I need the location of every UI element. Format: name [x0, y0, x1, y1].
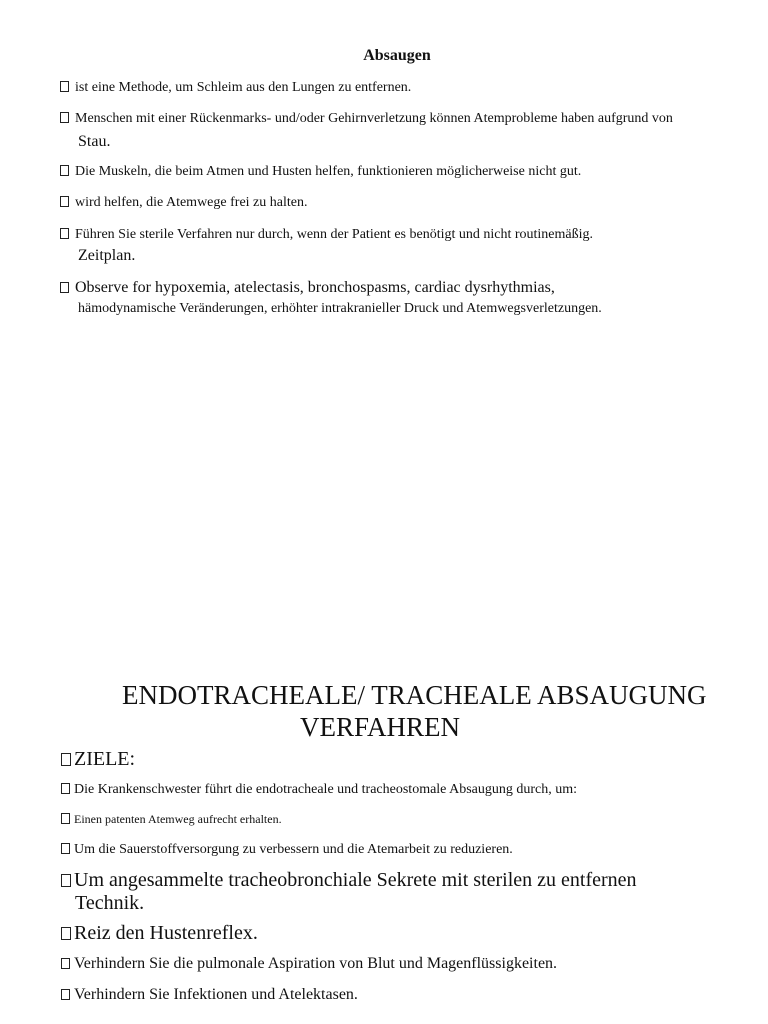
bullet-item: ist eine Methode, um Schleim aus den Lungen zu entfernen.	[60, 80, 411, 96]
bullet-item: Reiz den Hustenreflex.	[61, 922, 258, 945]
checkbox-icon	[61, 874, 71, 887]
checkbox-icon	[61, 783, 70, 794]
bullet-item: Führen Sie sterile Verfahren nur durch, wenn der Patient es benötigt und nicht routinemäßig.	[60, 227, 593, 243]
bullet-item: Die Muskeln, die beim Atmen und Husten helfen, funktionieren möglicherweise nicht gut.	[60, 164, 581, 180]
goals-heading: ZIELE:	[61, 748, 135, 771]
bullet-item: Verhindern Sie Infektionen und Atelektasen.	[61, 986, 358, 1004]
checkbox-icon	[61, 843, 70, 854]
bullet-item: Menschen mit einer Rückenmarks- und/oder Gehirnverletzung können Atemprobleme haben aufgrund von	[60, 111, 673, 127]
bullet-continuation: Technik.	[75, 892, 145, 914]
bullet-continuation: hämodynamische Veränderungen, erhöhter intrakranieller Druck und Atemwegsverletzungen.	[78, 301, 602, 316]
bullet-continuation: Zeitplan.	[78, 247, 136, 264]
slide-heading-line-1: ENDOTRACHEALE/ TRACHEALE ABSAUGUNG	[122, 680, 707, 710]
checkbox-icon	[60, 228, 69, 239]
checkbox-icon	[61, 813, 70, 824]
bullet-item: Einen patenten Atemweg aufrecht erhalten.	[61, 812, 282, 827]
bullet-item: Um angesammelte tracheobronchiale Sekrete mit sterilen zu entfernen	[61, 869, 637, 892]
checkbox-icon	[60, 81, 69, 92]
checkbox-icon	[61, 989, 70, 1000]
bullet-item: wird helfen, die Atemwege frei zu halten.	[60, 195, 307, 211]
bullet-continuation: Stau.	[78, 133, 111, 150]
bullet-item: Observe for hypoxemia, atelectasis, bronchospasms, cardiac dysrhythmias,	[60, 279, 555, 297]
checkbox-icon	[61, 927, 71, 940]
bullet-item: Die Krankenschwester führt die endotracheale und tracheostomale Absaugung durch, um:	[61, 782, 577, 798]
checkbox-icon	[61, 753, 71, 766]
checkbox-icon	[60, 165, 69, 176]
checkbox-icon	[60, 196, 69, 207]
checkbox-icon	[61, 958, 70, 969]
checkbox-icon	[60, 112, 69, 123]
slide-heading-line-2: VERFAHREN	[300, 712, 461, 742]
section-title: Absaugen	[363, 47, 431, 64]
bullet-item: Verhindern Sie die pulmonale Aspiration von Blut und Magenflüssigkeiten.	[61, 955, 557, 973]
bullet-item: Um die Sauerstoffversorgung zu verbessern und die Atemarbeit zu reduzieren.	[61, 842, 513, 858]
checkbox-icon	[60, 282, 69, 293]
